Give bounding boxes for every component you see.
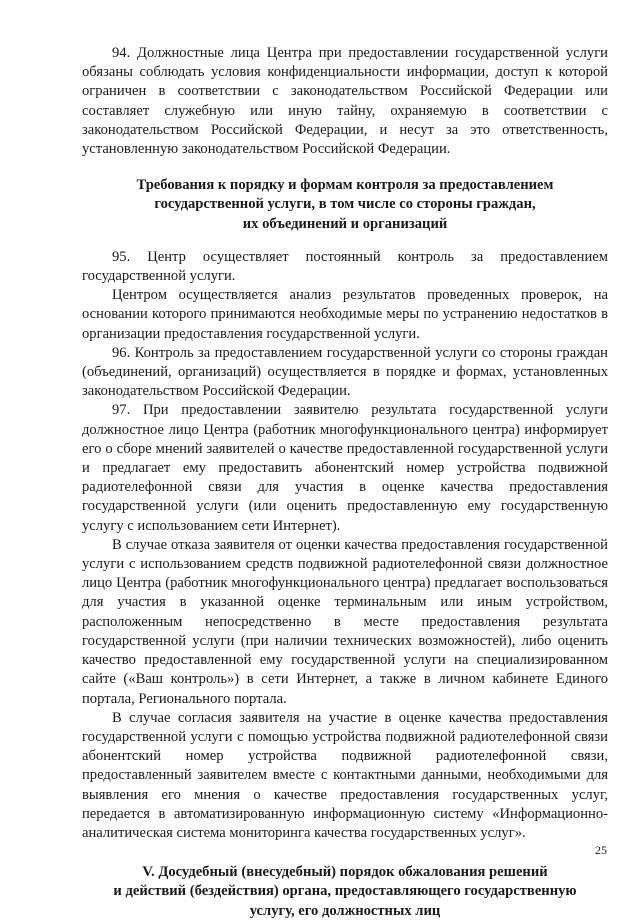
heading-line: V. Досудебный (внесудебный) порядок обжалования решений (142, 864, 548, 881)
paragraph-97: 97. При предоставлении заявителю результата государственной услуги должностное лицо Центра (работник многофункционального центра) информирует его о сборе мнений заявителей о качестве предоставленной государственной услуги и предлагает ему предоставить абонентский номер устройства подвижной радиотелефонной связи для участия в оценке качества предоставления государственной услуги (или оценить предоставленную ему государственную услугу с использованием сети Интернет). (82, 402, 608, 534)
heading-line: государственной услуги, в том числе со стороны граждан, (154, 196, 536, 213)
heading-line: услугу, его должностных лиц (249, 902, 441, 919)
paragraph-95-analysis: Центром осуществляется анализ результатов проведенных проверок, на основании которого принимаются необходимые меры по устранению недостатков в организации предоставления государственной услуги. (82, 287, 608, 342)
heading-line: их объединений и организаций (242, 215, 448, 232)
paragraph-94: 94. Должностные лица Центра при предоставлении государственной услуги обязаны соблюдать условия конфиденциальности информации, доступ к которой ограничен в соответствии с законодательством Российской Федерации или составляет служебную или иную тайну, охраняемую в соответствии с законодательством Российской Федерации, и несут за это ответственность, установленную законодательством Российской Федерации. (82, 45, 608, 158)
spacer (82, 843, 608, 863)
spacer (82, 159, 608, 176)
paragraph-95: 95. Центр осуществляет постоянный контроль за предоставлением государственной услуги. (82, 248, 608, 285)
section-heading-appeal (82, 863, 608, 921)
spacer (82, 234, 608, 248)
paragraph-96: 96. Контроль за предоставлением государственной услуги со стороны граждан (объединений, организаций) осуществляется в порядке и формах, установленных законодательством Российской Федерации. (82, 344, 608, 400)
heading-line: и действий (бездействия) органа, предоставляющего государственную (113, 883, 577, 900)
paragraph-97-refusal: В случае отказа заявителя от оценки качества предоставления государственной услуги с использованием средств подвижной радиотелефонной связи должностное лицо Центра (работник многофункционального центра) предлагает воспользоваться для участия в указанной оценке терминальным или иным устройством, расположенным непосредственно в месте предоставления результата государственной услуги (при наличии технических возможностей), либо оценить качество предоставленной ему государственной услуги на специализированном сайте («Ваш контроль») в сети Интернет, а также в личном кабинете Единого портала, Регионального портала. (82, 536, 608, 707)
paragraph-97-consent: В случае согласия заявителя на участие в оценке качества предоставления государственной услуги с помощью устройства подвижной радиотелефонной связи абонентский номер устройства подвижной радиотелефонной связи, предоставленный заявителем вместе с контактными данными, необходимыми для выявления его мнения о качестве предоставления государственных услуг, передается в автоматизированную информационную систему «Информационно-аналитическая система мониторинга качества государственных услуг». (82, 709, 608, 841)
page-content (82, 44, 608, 921)
heading-line: Требования к порядку и формам контроля за предоставлением (136, 177, 554, 194)
section-heading-control (82, 176, 608, 234)
page-number: 25 (595, 843, 607, 857)
